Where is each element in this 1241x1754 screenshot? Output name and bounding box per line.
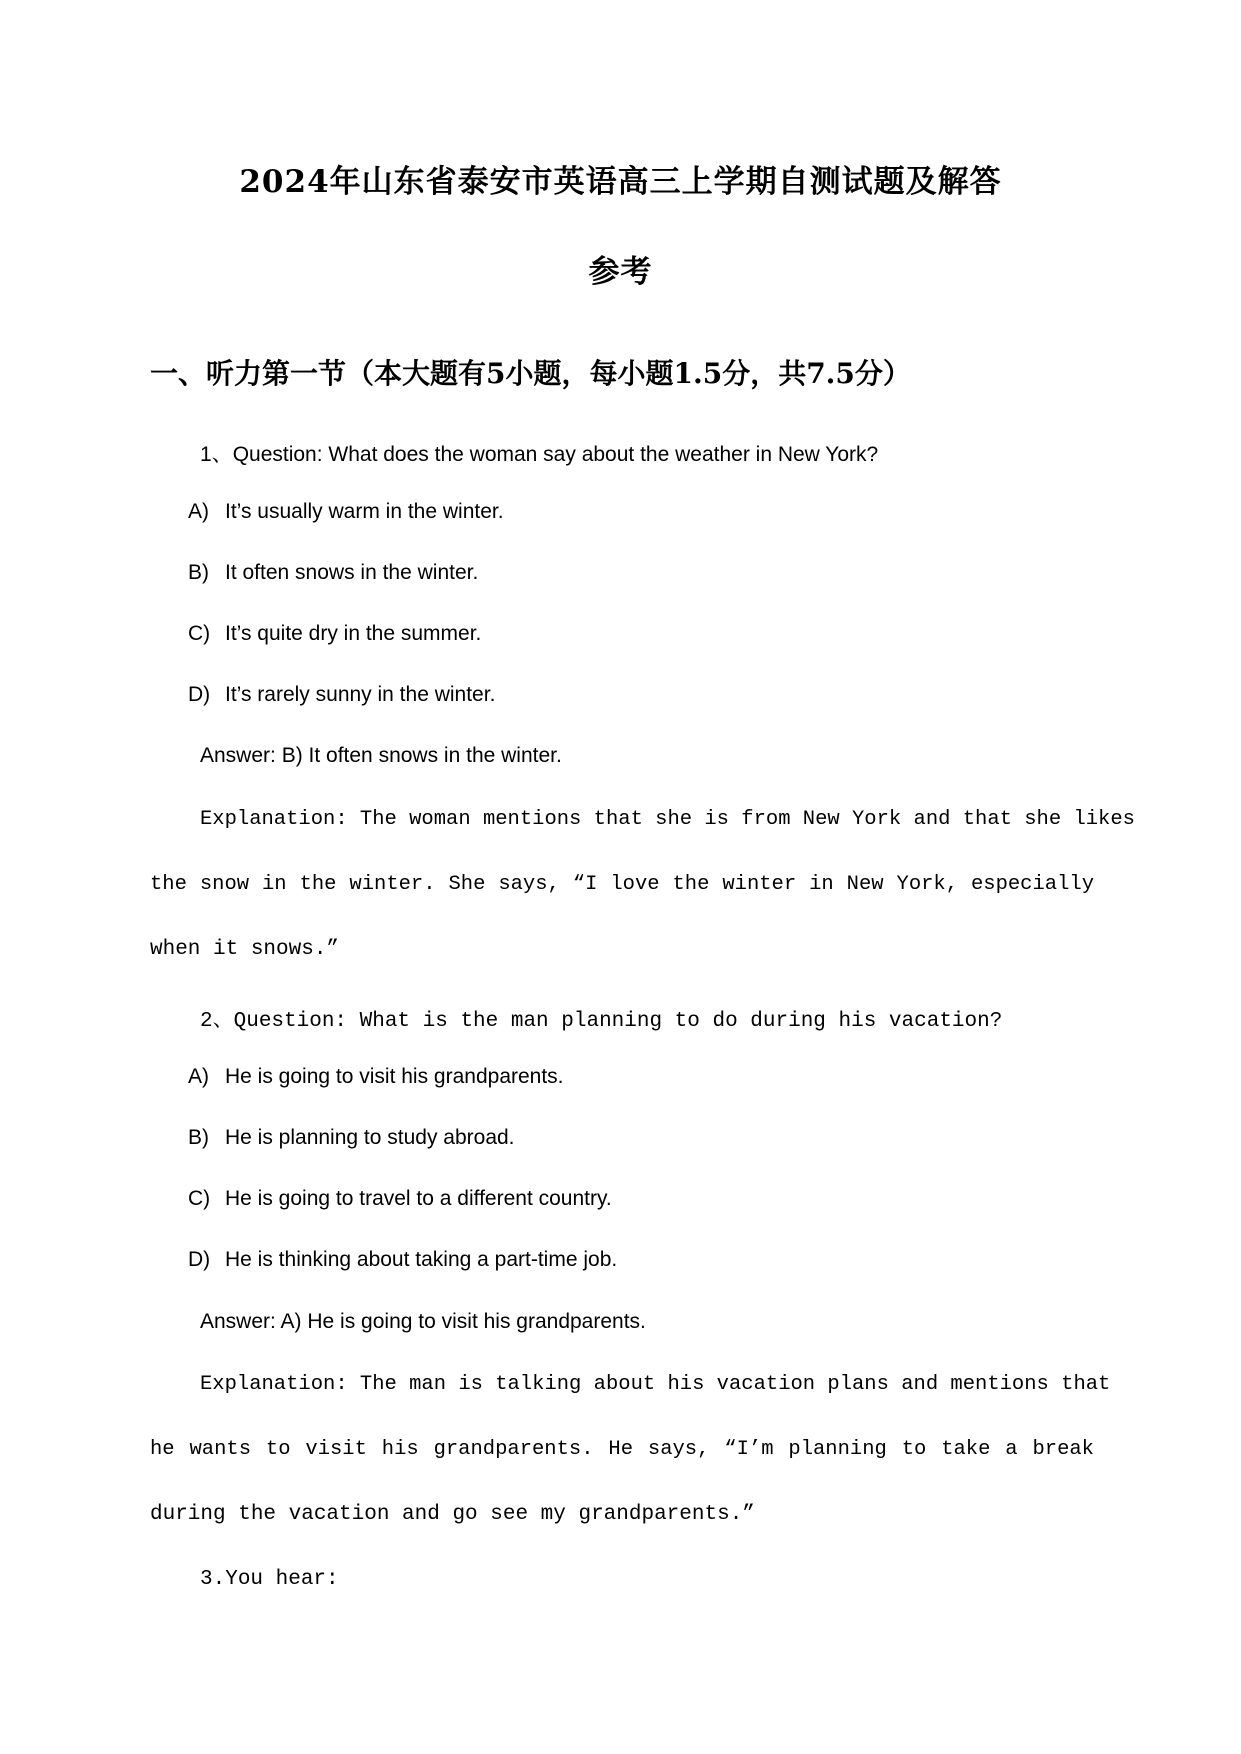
- document-title: 2024年山东省泰安市英语高三上学期自测试题及解答: [239, 164, 1002, 200]
- option-letter: C): [188, 1187, 211, 1210]
- option-letter: C): [188, 622, 211, 645]
- option-text: He is thinking about taking a part-time job.: [225, 1248, 618, 1271]
- option-text: It’s usually warm in the winter.: [225, 500, 504, 523]
- option-letter: B): [188, 561, 209, 584]
- question-2: [200, 1003, 1002, 1033]
- question-number: 1、: [200, 443, 233, 466]
- answer: Answer: A) He is going to visit his grandparents.: [200, 1310, 646, 1333]
- explanation-line: the snow in the winter. She says, “I love the winter in New York, especially: [150, 873, 1094, 896]
- option-letter: B): [188, 1126, 209, 1149]
- document-title-continued: 参考: [588, 254, 653, 290]
- option-c: [188, 622, 481, 646]
- option-letter: D): [188, 683, 211, 706]
- option-a: [188, 500, 504, 524]
- question-3: [200, 1568, 339, 1591]
- section-heading: 一、听力第一节（本大题有5小题，每小题1.5分，共7.5分）: [150, 357, 911, 390]
- option-b: [188, 561, 478, 585]
- option-letter: D): [188, 1248, 211, 1271]
- option-d: [188, 683, 495, 707]
- option-a: [188, 1065, 564, 1089]
- option-text: He is going to travel to a different country.: [225, 1187, 612, 1210]
- option-text: It’s quite dry in the summer.: [225, 622, 482, 645]
- question-text: Question: What is the man planning to do during his vacation?: [233, 1010, 1003, 1033]
- option-text: He is going to visit his grandparents.: [225, 1065, 564, 1088]
- option-c: [188, 1187, 612, 1211]
- option-text: It’s rarely sunny in the winter.: [225, 683, 496, 706]
- option-letter: A): [188, 1065, 209, 1088]
- question-1: [200, 438, 878, 468]
- explanation-line: Explanation: The man is talking about his vacation plans and mentions that: [200, 1373, 1111, 1396]
- question-number: 2、: [200, 1010, 234, 1033]
- question-text: Question: What does the woman say about the weather in New York?: [232, 443, 879, 466]
- option-text: He is planning to study abroad.: [225, 1126, 515, 1149]
- option-b: [188, 1126, 515, 1150]
- option-text: It often snows in the winter.: [225, 561, 479, 584]
- question-text: You hear:: [225, 1568, 339, 1591]
- answer: Answer: B) It often snows in the winter.: [200, 744, 562, 767]
- option-letter: A): [188, 500, 209, 523]
- option-d: [188, 1248, 617, 1272]
- question-number: 3.: [200, 1568, 226, 1591]
- explanation-line: during the vacation and go see my grandparents.”: [150, 1503, 755, 1526]
- explanation-line: he wants to visit his grandparents. He says, “I’m planning to take a break: [150, 1438, 1094, 1461]
- explanation-line: Explanation: The woman mentions that she is from New York and that she likes: [200, 808, 1135, 831]
- explanation-line: when it snows.”: [150, 938, 340, 961]
